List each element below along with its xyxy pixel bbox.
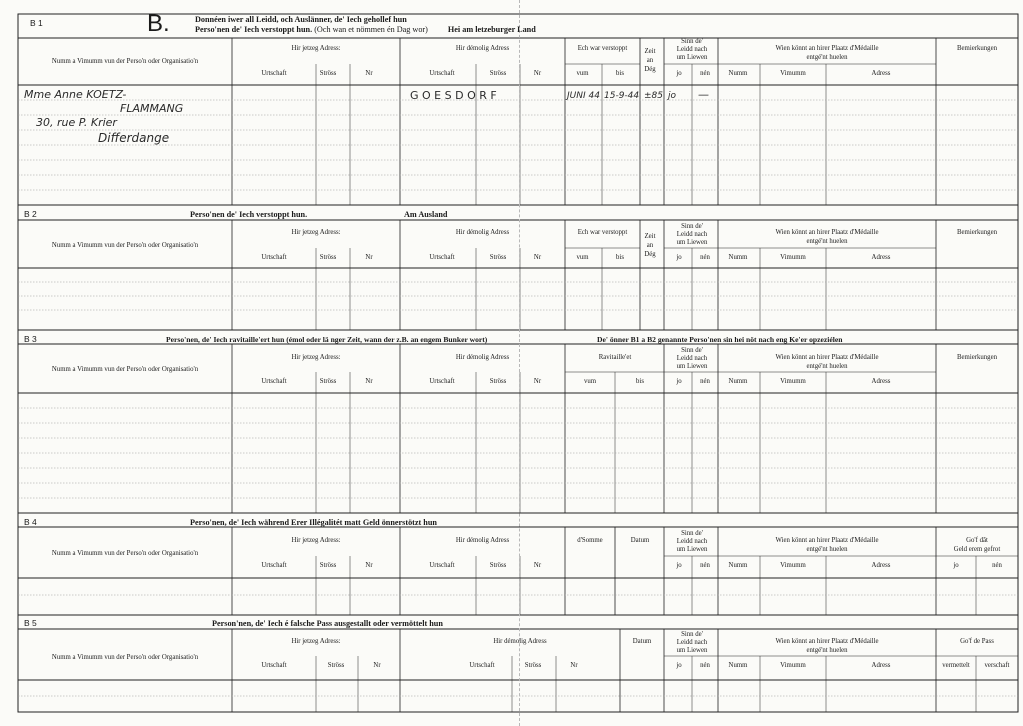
section-label-b3: B 3 [24,334,37,344]
datum-header: Datum [630,537,650,544]
entry-former-town: G O E S D O R F [410,89,497,102]
stross-header: Ströss [319,254,337,261]
current-address-header: Hir jetzeg Adress: [291,229,341,236]
vimumm-header: Vimumm [780,254,806,261]
name-column-header: Numm a Vimumm vun der Perso'n oder Organisatio'n [51,654,199,661]
vermettelt-header: vermettelt [942,662,970,669]
leidd-nach-header: Leidd nach [676,231,708,238]
current-address-header: Hir jetzeg Adress: [291,537,341,544]
section-label-b2: B 2 [24,209,37,219]
nr-header: Nr [533,254,542,261]
entry-hidden-from: JUNI 44 [567,91,600,101]
grid-box [18,513,1018,527]
numm-header: Numm [728,562,748,569]
numm-header: Numm [728,254,748,261]
jo-header: jo [676,70,682,77]
former-address-header: Hir démolig Adress [455,354,510,361]
entry-address-town: Differdange [98,131,170,145]
former-address-header: Hir démolig Adress [455,45,510,52]
somme-header: d'Somme [577,537,603,544]
medal-header: Wien könnt an hirer Plaatz d'Médaille [775,45,879,52]
urtschaft-header: Urtschaft [261,378,287,385]
entry-name-line2: FLAMMANG [120,102,184,115]
leidd-nach-header: Leidd nach [676,355,708,362]
sinn-header: Sinn de' [681,631,703,638]
pass-question: Go'f de Pass [960,638,994,645]
an-header: an [646,242,654,249]
current-address-header: Hir jetzeg Adress: [291,354,341,361]
nen-header: nén [992,562,1002,569]
grid-box [18,615,1018,629]
vimumm-header: Vimumm [780,562,806,569]
sinn-header: Sinn de' [681,223,703,230]
nr-header: Nr [533,70,542,77]
remarks-header: Bemierkungen [956,229,997,236]
datum-header: Datum [632,638,652,645]
zeit-header: Zeit [644,233,656,240]
vum-header: vum [576,70,589,77]
b2-title: Perso'nen de' Iech verstoppt hun. [190,210,308,219]
former-address-header: Hir démolig Adress [455,537,510,544]
name-column-header: Numm a Vimumm vun der Perso'n oder Organisatio'n [51,550,199,557]
medal-header-line2: entgé'nt huelen [806,647,848,654]
fold-line [519,0,520,726]
ravitailleet-header: Ravitaille'et [598,354,632,361]
stross-header: Ströss [489,562,507,569]
nr-header: Nr [365,70,373,77]
sinn-header: Sinn de' [681,530,703,537]
urtschaft-header: Urtschaft [429,70,455,77]
um-liewen-header: um Liewen [676,239,708,246]
leidd-nach-header: Leidd nach [676,639,708,646]
um-liewen-header: um Liewen [676,363,708,370]
leidd-nach-header: Leidd nach [676,46,708,53]
nr-header: Nr [570,662,578,669]
header-title-line2: Perso'nen de' Iech verstoppt hun. (Och wan et nömmen én Dag wor) Hei am letzeburger Land [195,25,536,34]
nr-header: Nr [533,378,542,385]
deg-header: Dég [644,66,656,73]
b3-title: Perso'nen, de' Iech ravitaille'ert hun (émol oder lä nger Zeit, wann der z.B. an engem Bunker wort) [166,335,488,344]
numm-header: Numm [728,378,748,385]
medal-header-line2: entgé'nt huelen [806,546,848,553]
grid-box [18,205,1018,220]
nr-header: Nr [365,378,373,385]
stross-header: Ströss [319,70,337,77]
bis-header: bis [616,254,624,261]
vum-header: vum [576,254,589,261]
entry-alive-yes: jo [668,91,677,101]
medal-header-line2: entgé'nt huelen [806,238,848,245]
adress-header: Adress [871,662,891,669]
b4-title: Perso'nen, de' Iech während Erer Illégalitét matt Geld önnerstötzt hun [190,518,437,527]
section-label-b5: B 5 [24,618,37,628]
stross-header: Ströss [319,562,337,569]
jo-header: jo [676,662,682,669]
section-letter: B. [147,10,170,37]
nen-header: nén [700,254,710,261]
jo-header: jo [676,378,682,385]
nen-header: nén [700,662,710,669]
adress-header: Adress [871,254,891,261]
bis-header: bis [636,378,644,385]
entry-address: 30, rue P. Krier [36,116,117,129]
nr-header: Nr [533,562,542,569]
remarks-header: Bemierkungen [956,45,997,52]
sinn-header: Sinn de' [681,347,703,354]
b5-title: Person'nen, de' Iech é falsche Pass ausgestallt oder vermöttelt hun [212,619,443,628]
um-liewen-header: um Liewen [676,54,708,61]
urtschaft-header: Urtschaft [261,562,287,569]
b3-title-note: De' önner B1 a B2 genannte Perso'nen sin hei nöt nach eng Ke'er opzeziélen [597,335,843,344]
entry-name: Mme Anne KOETZ- [24,88,127,101]
bis-header: bis [616,70,624,77]
medal-header: Wien könnt an hirer Plaatz d'Médaille [775,354,879,361]
entry-alive-no: — [698,88,709,101]
leidd-nach-header: Leidd nach [676,538,708,545]
adress-header: Adress [871,378,891,385]
current-address-header: Hir jetzeg Adress: [291,638,341,645]
urtschaft-header: Urtschaft [261,254,287,261]
verschaft-header: verschaft [984,662,1010,669]
deg-header: Dég [644,251,656,258]
jo-header: jo [953,562,959,569]
current-address-header: Hir jetzeg Adress: [291,45,341,52]
jo-header: jo [676,254,682,261]
remarks-header: Bemierkungen [956,354,997,361]
stross-header: Ströss [319,378,337,385]
stross-header: Ströss [489,254,507,261]
zeit-header: Zeit [644,48,656,55]
sinn-header: Sinn de' [681,38,703,45]
adress-header: Adress [871,562,891,569]
numm-header: Numm [728,662,748,669]
hidden-header: Ech war verstoppt [577,229,628,236]
b2-title-location: Am Ausland [404,210,448,219]
jo-header: jo [676,562,682,569]
um-liewen-header: um Liewen [676,546,708,553]
adress-header: Adress [871,70,891,77]
medal-header: Wien könnt an hirer Plaatz d'Médaille [775,638,879,645]
nr-header: Nr [365,562,373,569]
name-column-header: Numm a Vimumm vun der Perso'n oder Organisatio'n [51,366,199,373]
numm-header: Numm [728,70,748,77]
urtschaft-header: Urtschaft [429,254,455,261]
an-header: an [646,57,654,64]
section-label-b1: B 1 [30,18,43,28]
urtschaft-header: Urtschaft [429,378,455,385]
section-label-b4: B 4 [24,517,37,527]
former-address-header: Hir démolig Adress [455,229,510,236]
nen-header: nén [700,70,710,77]
vum-header: vum [583,378,597,385]
vimumm-header: Vimumm [780,378,806,385]
entry-days: ±85 [644,91,663,101]
former-address-header: Hir démolig Adress [493,638,547,645]
name-column-header: Numm a Vimumm vun der Perso'n oder Organisatio'n [51,242,199,249]
medal-header-line2: entgé'nt huelen [806,363,848,370]
vimumm-header: Vimumm [780,662,806,669]
gelt-question: Go'f dât [966,537,988,544]
medal-header: Wien könnt an hirer Plaatz d'Médaille [775,229,879,236]
medal-header: Wien könnt an hirer Plaatz d'Médaille [775,537,879,544]
urtschaft-header: Urtschaft [469,662,495,669]
stross-header: Ströss [327,662,345,669]
urtschaft-header: Urtschaft [429,562,455,569]
urtschaft-header: Urtschaft [261,662,287,669]
stross-header: Ströss [489,70,507,77]
name-column-header: Numm a Vimumm vun der Perso'n oder Organisatio'n [51,58,199,65]
nr-header: Nr [365,254,373,261]
medal-header-line2: entgé'nt huelen [806,54,848,61]
hidden-header: Ech war verstoppt [577,45,628,52]
nr-header: Nr [373,662,381,669]
entry-hidden-to: 15-9-44 [604,91,640,101]
nen-header: nén [700,562,710,569]
stross-header: Ströss [489,378,507,385]
urtschaft-header: Urtschaft [261,70,287,77]
nen-header: nén [700,378,710,385]
um-liewen-header: um Liewen [676,647,708,654]
stross-header: Ströss [524,662,542,669]
gelt-question-line2: Geld erem gefrot [953,546,1001,553]
vimumm-header: Vimumm [780,70,806,77]
header-title-line1: Donnéen iwer all Leidd, och Auslänner, de' Iech gehollef hun [195,15,407,24]
